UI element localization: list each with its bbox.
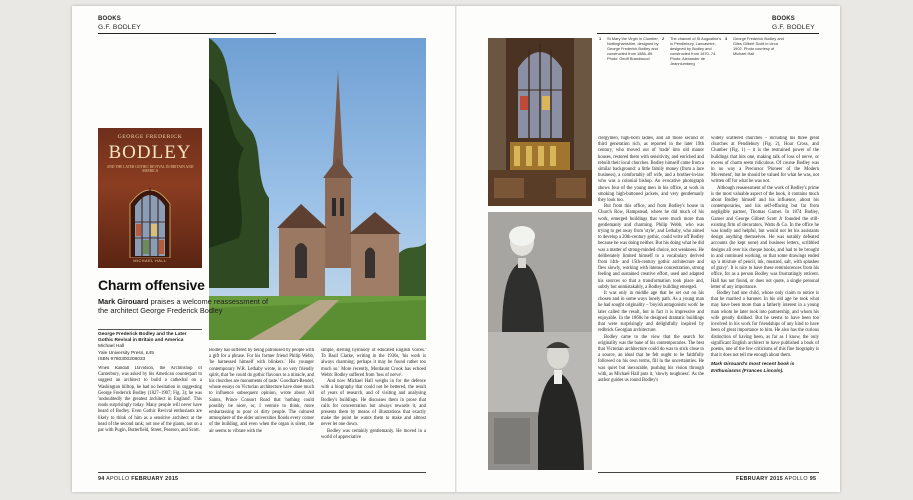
article-headline: Charm offensive bbox=[98, 277, 205, 293]
body-column-4 bbox=[598, 136, 704, 470]
paragraph: When Randall Davidson, the Archbishop of Canterbury, was asked by his American counterpart to suggest an architect to build a cathedral on a Washington hilltop, he had no hesitation in suggesting George Frederick Bodley (1827–1907; Fig. 3); he was 'undoubtedly the greatest architect in England'. This reads surprisingly today. Many people will never have heard of Bodley. Even Gothic Revival enthusiasts are likely to think of him as a sensitive architect at the head of the second rank; not one of the giants, not on a par with Pugin, Butterfield, Street, Pearson, and Scott. bbox=[98, 366, 202, 434]
book-cover-image bbox=[98, 128, 202, 268]
right-section-label: BOOKS bbox=[772, 16, 796, 22]
body-column-2 bbox=[209, 348, 314, 470]
right-magazine-name: APOLLO bbox=[784, 476, 808, 482]
right-header-rule bbox=[597, 33, 819, 34]
caption-text: George Frederick Bodley and Giles Gilbert Scott in circa 1902. Photo courtesy of Michael Hall bbox=[733, 36, 784, 56]
paragraph: And now Michael Hall weighs in for the defence with a biography that could not be bettered, the result of years of research, and of visiting and analysing Bodley's buildings. He discusses them in prose that calls for concentration but always rewards it, and presents them by means of illustrations that exactly make the point he wants them to make and almost never let one down. bbox=[321, 379, 426, 428]
caption-number: 2 bbox=[662, 36, 665, 41]
paragraph: Bodley was certainly gentlemanly. He moved in a world of appreciative bbox=[321, 428, 426, 440]
right-running-head bbox=[772, 16, 815, 31]
right-page-number: 95 bbox=[809, 476, 817, 482]
paragraph: Although reassessment of the work of Bodley's prime is the most valuable aspect of the book, it contains much about Bodley himself and his influence, about his contemporaries, and his self-effacing but far from negligible partner, Thomas Garner. In 1874 Bodley, Garner and George Gilbert Scott Jr founded the still-existing firm of decorators, Watts & Co. In the office he was kindly and helpful, but would not let his assistants design anything themselves. He was notably defeated accounts (he kept none) and business letters, scribbled designs all over his cheque books, and had to be brought in and continued working, so that some drawings ended up 'a mixture of pencil, ink, mustard, salt, with splashes of gravy'. It is nice to have these reminiscences from his office, for as a person Bodley was frustratingly reticent. Hall has not found, or does not quote, a single personal letter of any importance. bbox=[711, 185, 819, 290]
left-magazine-name: APOLLO bbox=[106, 476, 130, 482]
magazine-spread bbox=[72, 6, 840, 492]
caption-text: St Mary the Virgin in Clumber, Nottinghamshire, designed by George Frederick Bodley and constructed from 1886–89. Photo: Geoff Brandwood bbox=[607, 36, 659, 61]
caption-1 bbox=[599, 36, 659, 61]
book-details bbox=[98, 332, 202, 363]
caption-2 bbox=[662, 36, 722, 66]
body-column-3 bbox=[321, 348, 426, 470]
paragraph: widely scattered churches – including his three great churches at Pendlebury (Fig. 2), Hoar Cross, and Clumber (Fig. 1) – it is the restrained power of the buildings that hits one, making talk of loss of nerve, or excess of charm seem ridiculous. Of course Bodley was in no way a Precursor 'Pioneer of the Modern Movement', but he should be valued for what he was, not written off for what he was not. bbox=[711, 136, 819, 185]
right-folio bbox=[736, 476, 816, 482]
cover-author: MICHAEL HALL bbox=[133, 259, 167, 263]
left-issue-date: FEBRUARY 2015 bbox=[131, 476, 179, 482]
book-title: George Frederick Bodley and the Later Gothic Revival in Britain and America bbox=[98, 332, 187, 344]
deck-text: praises a welcome reassessment of the architect George Frederick Bodley bbox=[98, 297, 269, 315]
body-column-5 bbox=[711, 136, 819, 470]
caption-number: 1 bbox=[599, 36, 602, 41]
pendlebury-chancel-photo bbox=[488, 38, 592, 206]
deck-author: Mark Girouard bbox=[98, 297, 149, 306]
clumber-church-illustration bbox=[209, 38, 426, 340]
cover-name: BODLEY bbox=[108, 142, 192, 163]
left-folio bbox=[98, 476, 178, 482]
chancel-interior-illustration bbox=[488, 38, 592, 206]
left-subsection-label: G.F. BODLEY bbox=[98, 23, 141, 31]
author-endnote: Mark Girouard's most recent book is Enthusiasms (Frances Lincoln). bbox=[711, 362, 795, 374]
left-page-number: 94 bbox=[98, 476, 105, 482]
left-running-head bbox=[98, 16, 141, 31]
caption-text: The chancel of St Augustine's in Pendlebury, Lancashire, designed by Bodley and constructed from 1870–74. Photo: Alexander de Jeannlumberg bbox=[670, 36, 722, 66]
right-subsection-label: G.F. BODLEY bbox=[772, 23, 815, 31]
book-isbn: ISBN 9780300208033 bbox=[98, 356, 146, 362]
cover-stained-glass-illustration bbox=[126, 180, 174, 258]
left-section-label: BOOKS bbox=[98, 16, 122, 22]
paragraph: But from this office, and from Bodley's house in Church Row, Hampstead, where he did much of his work, emerged buildings that were much more than gentlemanly and charming. Philip Webb, who was trying to get away from 'style', and Lethaby, who aimed to develop a 20th-century gothic, could write off Bodley because he was doing neither. But his doing what he did was a matter of strong-minded choice, not weakness. He deliberately limited himself to a vocabulary derived from 14th- and 15th-century gothic architecture and flew slowly, working with intense concentration, strong feeling and sustained creative effort, used and adapted his sources so that a transformation took place and, subtly but unmistakably, a Bodley building emerged. bbox=[598, 204, 704, 290]
paragraph: Bodley had one child, whose only claim to notice is that he married a baronet. In his old age he took what may have been more than a fatherly interest in a young man whom he later took into partnership, and whom his wife greatly disliked. But he seems to have been too involved in his work for friendships of any kind to have been of great importance to him. He also has the curious distinction of having been, as far as I know, the only significant English architect to have published a book of poems, one of the few criticisms of this fine biography is that it does not tell me enough about them. bbox=[711, 291, 819, 359]
article-deck bbox=[98, 297, 276, 315]
bodley-scott-portrait-photo bbox=[488, 212, 592, 470]
body-column-1 bbox=[98, 366, 202, 470]
left-footer-rule bbox=[98, 472, 426, 473]
caption-3 bbox=[725, 36, 785, 56]
paragraph: clergymen, high-born ladies, and all those second or third generation rich, as reported in the later 19th century, who moved out of 'trade' into old manor houses, restored them with sensitivity, and enriched and rebuilt their local churches. Bodley himself came from a similar background: a little family money (from a lace business), a comfortably off wife, and a brother-in-law who was a colonial bishop. An evocative photograph shows four of the young men in his office, at work in smoking high-buttoned jackets, and very gentlemanly they look too. bbox=[598, 136, 704, 204]
paragraph: simple, sterling hymnody of educated English voices.' To Basil Clarke, writing in the 1930s, 'his work is always charming; perhaps it may be found rather too much so.' More recently, Mordaunt Crook has echoed Webb: Bodley suffered from 'loss of nerve'. bbox=[321, 348, 426, 378]
left-header-rule bbox=[98, 33, 276, 34]
book-author: Michael Hall bbox=[98, 344, 125, 350]
page-gutter bbox=[455, 6, 457, 492]
paragraph: It was only in middle age that he set out on his chosen and in some ways lonely path. As a young man he had sought originality – 'boyish antagonistic work' he later called the result, but in fact it is impressive and enjoyable. In the 1860s he designed dramatic buildings that were surprisingly and delightfully inspired by redbrick Georgian architecture. bbox=[598, 291, 704, 334]
book-publisher: Yale University Press, £45 bbox=[98, 350, 154, 356]
clumber-church-photo bbox=[209, 38, 426, 340]
portrait-illustration bbox=[488, 212, 592, 470]
paragraph: Bodley came to the view that the search for originality was the bane of his contemporaries. The best that Victorian architecture could do was to stick close to a source, an ideal that he felt ought to be faithfully followed on his own terms, fill in the uncertainties. He was quiet but inexorable, pushing his vision through with, as Michael Hall puts it, 'slowly toughness'. As the author guides us round Bodley's bbox=[598, 334, 704, 383]
paragraph: Bodley has suffered by being patronised by people with a gift for a phrase. For his former friend Philip Webb, 'he harnessed himself with blinkers.' His younger contemporary W.R. Lethaby wrote, in no very friendly spirit, that 'he could do gothic flavours to a miracle, and his churches are monuments of taste.' Goodhart-Rendel, whose essays on Victorian architecture have done much to influence subsequent opinion, wrote about All Saints, Prince Consort Road that 'nothing could possibly be nicer, or, I venture to think, more embarrassing to poor or dirty people. The cultured atmosphere of the older universities floods every corner of the building, and even when the organ is silent, the air seems to vibrate with the bbox=[209, 348, 314, 434]
right-footer-rule bbox=[598, 472, 819, 473]
bookinfo-rule bbox=[98, 329, 202, 330]
right-issue-date: FEBRUARY 2015 bbox=[736, 476, 784, 482]
cover-subtitle: AND THE LATER GOTHIC REVIVAL IN BRITAIN AND AMERICA bbox=[106, 165, 194, 174]
caption-number: 3 bbox=[725, 36, 728, 41]
cover-top-line: GEORGE FREDERICK bbox=[117, 134, 183, 140]
